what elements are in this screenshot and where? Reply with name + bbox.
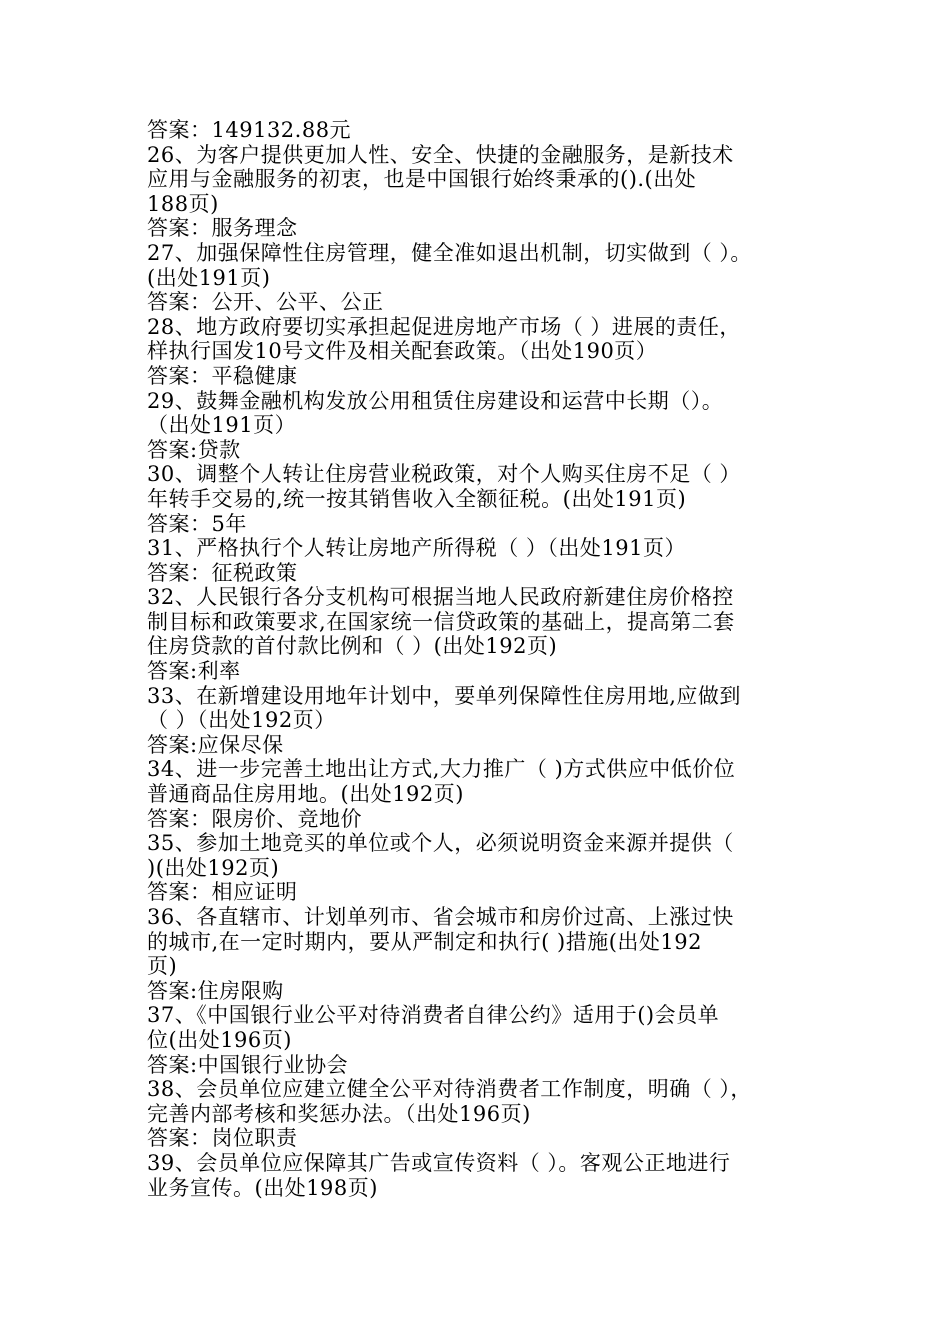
question-39-line-1: 39、会员单位应保障其广告或宣传资料（ ）。客观公正地进行 [147,1150,731,1175]
question-38-line-1: 38、会员单位应建立健全公平对待消费者工作制度，明确（ ）， [147,1077,752,1102]
question-34-line-1: 34、进一步完善土地出让方式,大力推广（ )方式供应中低价位 [147,757,736,782]
question-36-line-1: 36、各直辖市、计划单列市、省会城市和房价过高、上涨过快 [147,905,734,929]
question-27-line-2: (出处191页) [147,265,271,290]
question-35-line-2: )(出处192页) [147,855,280,880]
question-33-line-2: （ ）（出处192页） [147,708,336,733]
question-37-line-2: 位(出处196页) [147,1027,292,1052]
question-26-line-2: 应用与金融服务的初衷，也是中国银行始终秉承的().(出处 [147,167,697,192]
document-body [147,118,817,1200]
answer-30: 答案：5年 [147,511,247,536]
question-32-line-3: 住房贷款的首付款比例和（ ）(出处192页) [147,634,558,659]
answer-line: 答案：149132.88元 [147,118,352,142]
question-34-line-2: 普通商品住房用地。(出处192页) [147,782,464,807]
question-36-line-2: 的城市,在一定时期内，要从严制定和执行( )措施(出处192 [147,929,703,954]
question-37-line-1: 37、《中国银行业公平对待消费者自律公约》适用于()会员单 [147,1003,720,1028]
answer-38: 答案：岗位职责 [147,1126,298,1151]
answer-31: 答案：征税政策 [147,560,298,585]
answer-36: 答案:住房限购 [147,978,284,1003]
question-29-line-1: 29、鼓舞金融机构发放公用租赁住房建设和运营中长期（）。 [147,388,724,413]
answer-33: 答案:应保尽保 [147,732,284,757]
question-39-line-2: 业务宣传。(出处198页) [147,1175,378,1200]
question-28-line-2: 样执行国发10号文件及相关配套政策。（出处190页） [147,339,658,364]
answer-28: 答案：平稳健康 [147,363,298,388]
question-31-line-1: 31、严格执行个人转让房地产所得税（ ）（出处191页） [147,536,686,561]
answer-37: 答案:中国银行业协会 [147,1052,349,1077]
question-38-line-2: 完善内部考核和奖惩办法。（出处196页) [147,1101,531,1126]
question-35-line-1: 35、参加土地竞买的单位或个人，必须说明资金来源并提供（ [147,831,734,856]
question-30-line-1: 30、调整个人转让住房营业税政策，对个人购买住房不足（ ） [147,462,741,487]
answer-27: 答案：公开、公平、公正 [147,290,384,315]
question-26-line-1: 26、为客户提供更加人性、安全、快捷的金融服务，是新技术 [147,142,734,167]
question-26-line-3: 188页) [147,191,219,216]
answer-32: 答案:利率 [147,659,241,684]
question-36-line-3: 页) [147,954,178,979]
answer-29: 答案:贷款 [147,437,241,462]
question-33-line-1: 33、在新增建设用地年计划中，要单列保障性住房用地,应做到 [147,683,741,708]
answer-34: 答案：限房价、竞地价 [147,806,362,831]
question-32-line-2: 制目标和政策要求,在国家统一信贷政策的基础上，提高第二套 [147,609,735,634]
question-32-line-1: 32、人民银行各分支机构可根据当地人民政府新建住房价格控 [147,585,734,610]
question-30-line-2: 年转手交易的,统一按其销售收入全额征税。(出处191页) [147,486,687,511]
answer-35: 答案：相应证明 [147,880,298,905]
question-29-line-2: （出处191页） [147,413,297,438]
answer-26: 答案：服务理念 [147,216,298,241]
question-28-line-1: 28、地方政府要切实承担起促进房地产市场（ ）进展的责任， [147,314,741,339]
question-27-line-1: 27、加强保障性住房管理，健全准如退出机制，切实做到（ ）。 [147,240,752,265]
